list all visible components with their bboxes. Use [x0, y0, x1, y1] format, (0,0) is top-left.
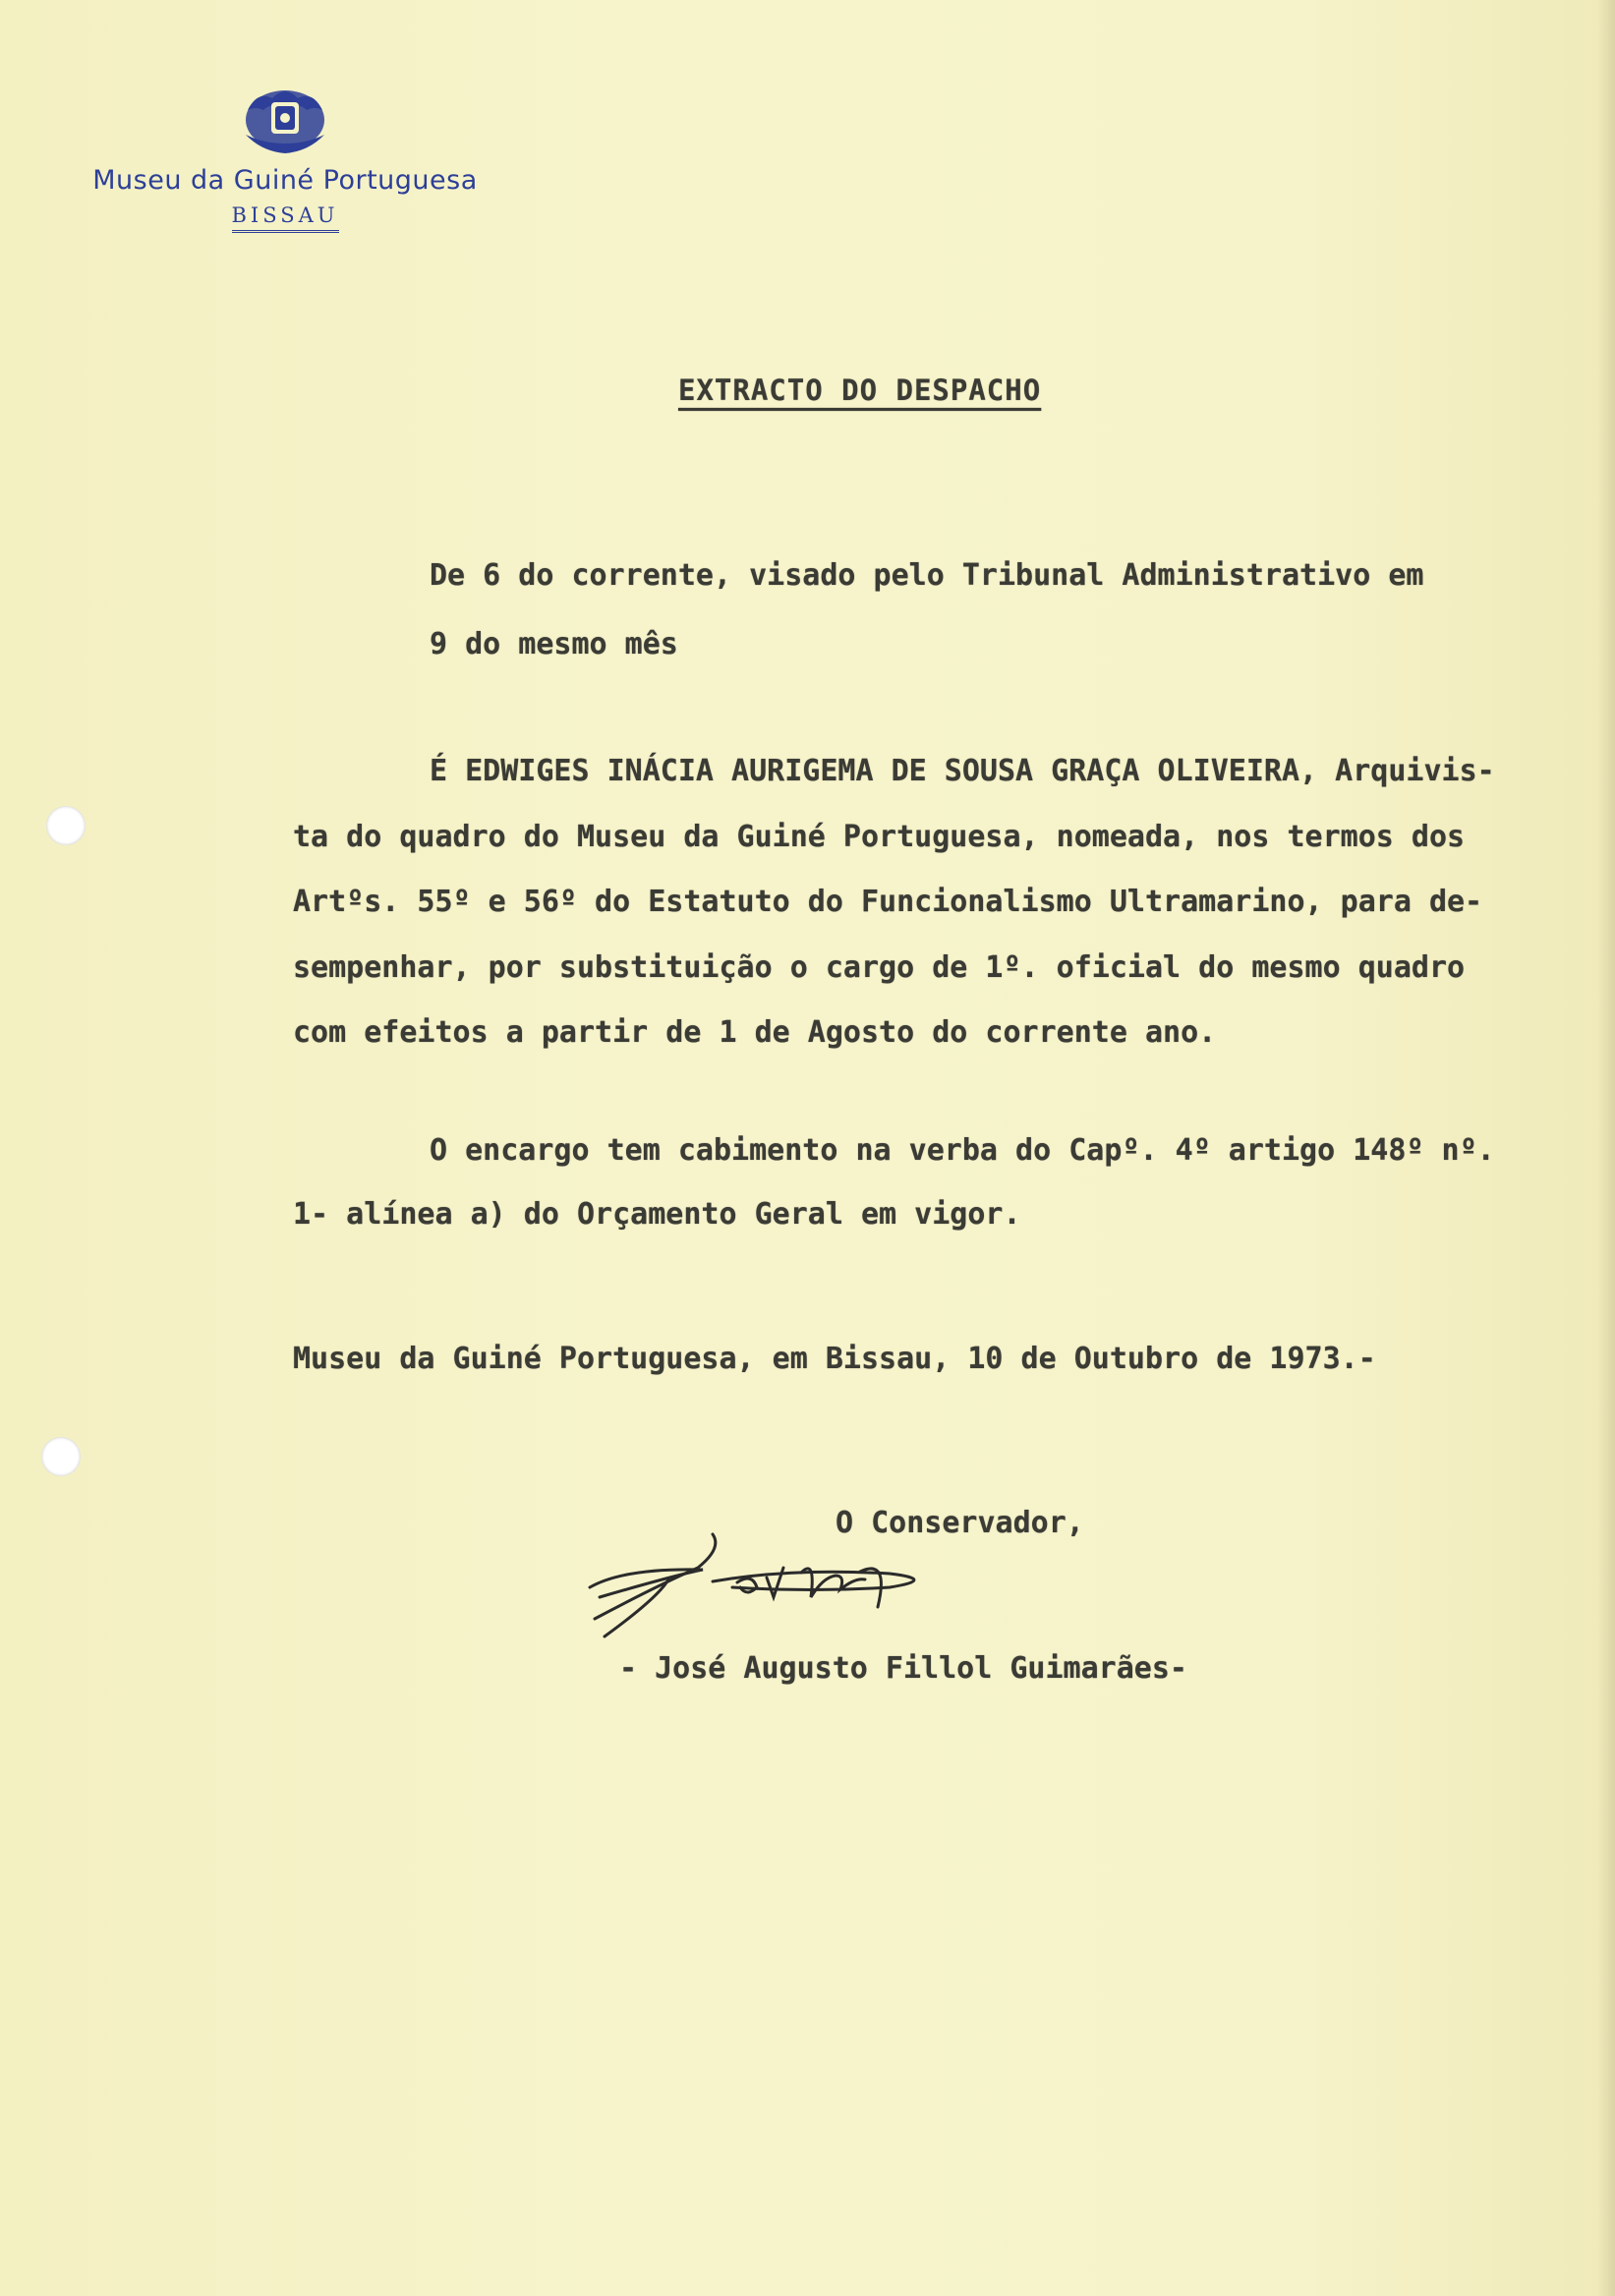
signatory-name: - José Augusto Fillol Guimarães- — [619, 1651, 1187, 1686]
paragraph3-line: O encargo tem cabimento na verba do Capº. 4º artigo 148º nº. — [430, 1133, 1495, 1168]
museum-name: Museu da Guiné Portuguesa — [92, 165, 478, 196]
paragraph1-line: 9 do mesmo mês — [430, 627, 678, 661]
punch-hole-bottom — [41, 1437, 81, 1476]
paragraph2-line: Artºs. 55º e 56º do Estatuto do Funcionalismo Ultramarino, para de- — [293, 885, 1483, 919]
punch-hole-top — [46, 806, 86, 845]
museum-crest-icon — [238, 81, 332, 159]
city-name: BISSAU — [232, 203, 339, 233]
paragraph3-line: 1- alínea a) do Orçamento Geral em vigor. — [293, 1197, 1021, 1232]
paragraph1-line: De 6 do corrente, visado pelo Tribunal Administrativo em — [430, 558, 1424, 593]
paragraph2-line: ta do quadro do Museu da Guiné Portuguesa, nomeada, nos termos dos — [293, 820, 1466, 854]
paragraph2-line: com efeitos a partir de 1 de Agosto do corrente ano. — [293, 1015, 1217, 1050]
place-and-date: Museu da Guiné Portuguesa, em Bissau, 10 de Outubro de 1973.- — [293, 1342, 1376, 1376]
paragraph2-line: É EDWIGES INÁCIA AURIGEMA DE SOUSA GRAÇA OLIVEIRA, Arquivis- — [430, 754, 1495, 788]
document-title: EXTRACTO DO DESPACHO — [678, 373, 1042, 407]
handwritten-signature — [565, 1528, 1086, 1656]
signatory-role: O Conservador, — [836, 1506, 1084, 1540]
paragraph2-line: sempenhar, por substituição o cargo de 1º. oficial do mesmo quadro — [293, 950, 1466, 985]
letterhead — [59, 81, 511, 233]
paper-edge-shadow — [1597, 0, 1615, 2296]
